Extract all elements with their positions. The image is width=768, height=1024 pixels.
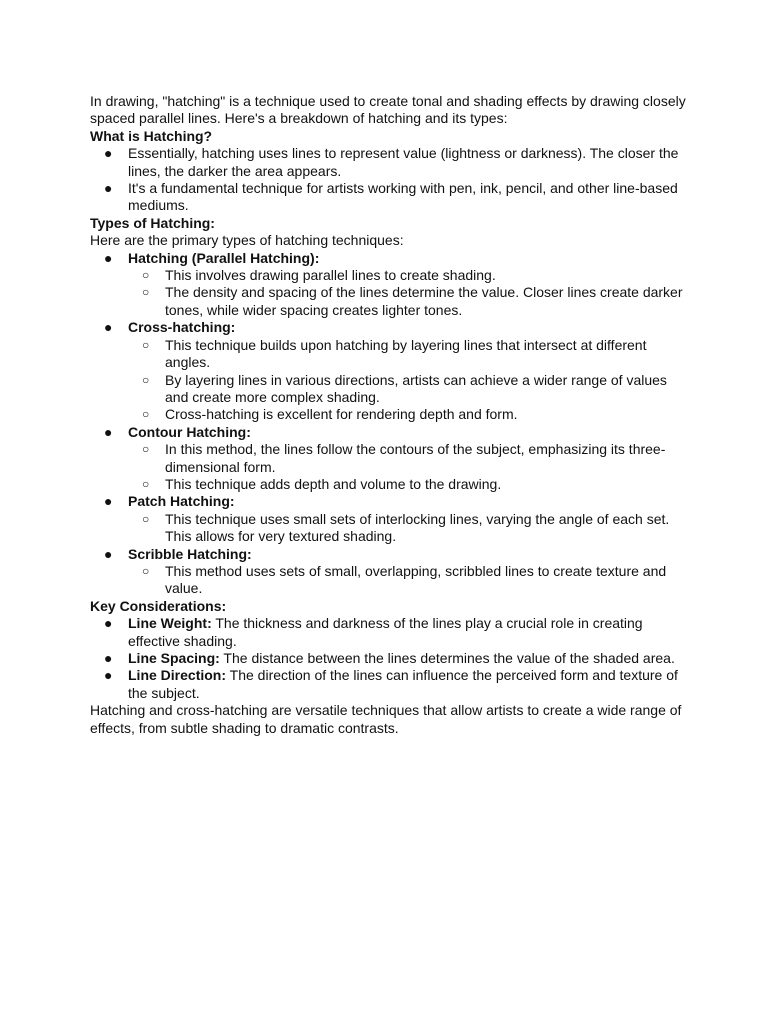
circle-bullet-icon: ○ (142, 476, 150, 491)
list-item (90, 180, 690, 215)
bullet-icon: ● (104, 319, 113, 336)
circle-bullet-icon: ○ (142, 563, 150, 578)
type-item-patch-hatching (90, 493, 690, 510)
sub-list-item (90, 372, 690, 407)
type-title: Hatching (Parallel Hatching): (128, 249, 320, 266)
sub-item-text: This technique adds depth and volume to the drawing. (165, 475, 502, 492)
type-item-parallel-hatching (90, 250, 690, 267)
list-item (90, 650, 690, 667)
circle-bullet-icon: ○ (142, 268, 150, 283)
sub-list-item (90, 284, 690, 319)
bullet-icon: ● (104, 615, 113, 632)
sub-item-text: By layering lines in various directions, artists can achieve a wider range of values and create more complex shading. (165, 371, 667, 405)
consideration-term: Line Spacing: (128, 650, 220, 666)
list-item-text: It's a fundamental technique for artists working with pen, ink, pencil, and other line-based mediums. (128, 180, 678, 214)
sub-list-item (90, 476, 690, 493)
types-list (90, 250, 690, 598)
circle-bullet-icon: ○ (142, 511, 150, 526)
type-title: Scribble Hatching: (128, 545, 252, 562)
type-item-scribble-hatching (90, 546, 690, 563)
sub-list-item (90, 441, 690, 476)
circle-bullet-icon: ○ (142, 372, 150, 387)
list-item-text: Essentially, hatching uses lines to represent value (lightness or darkness). The closer the lines, the darker the area appears. (128, 145, 679, 179)
sub-item-text: This technique uses small sets of interlocking lines, varying the angle of each set. This allows for very textured shading. (165, 510, 670, 545)
key-considerations-heading: Key Considerations: (90, 597, 227, 614)
consideration-text: The distance between the lines determines the value of the shaded area. (219, 650, 675, 666)
consideration-term: Line Weight: (128, 615, 212, 632)
circle-bullet-icon: ○ (142, 337, 150, 352)
sub-item-text: This method uses sets of small, overlapping, scribbled lines to create texture and value. (165, 562, 667, 597)
type-title: Cross-hatching: (128, 319, 236, 336)
sub-item-text: This technique builds upon hatching by layering lines that intersect at different angles. (165, 336, 647, 371)
sub-list-item (90, 511, 690, 546)
bullet-icon: ● (104, 145, 113, 162)
sub-list-item (90, 337, 690, 372)
sub-item-text: Cross-hatching is excellent for rendering depth and form. (165, 406, 518, 423)
sub-list-item (90, 406, 690, 423)
type-title: Contour Hatching: (128, 423, 251, 440)
bullet-icon: ● (104, 180, 113, 197)
list-item (90, 145, 690, 180)
list-item (90, 667, 690, 702)
bullet-icon: ● (104, 650, 113, 666)
sub-list-item (90, 563, 690, 598)
conclusion-paragraph: Hatching and cross-hatching are versatile techniques that allow artists to create a wide range of effects, from subtle shading to dramatic contrasts. (90, 702, 682, 736)
bullet-icon: ● (104, 493, 113, 510)
document-body (90, 93, 690, 737)
sub-item-text: In this method, the lines follow the contours of the subject, emphasizing its three-dimensional form. (165, 441, 666, 475)
types-of-hatching-heading: Types of Hatching: (90, 214, 215, 231)
circle-bullet-icon: ○ (142, 285, 150, 300)
consideration-text: The direction of the lines can influence the perceived form and texture of the subject. (128, 667, 678, 701)
bullet-icon: ● (104, 545, 113, 562)
intro-paragraph: In drawing, "hatching" is a technique used to create tonal and shading effects by drawing closely spaced parallel lines. Here's a breakdown of hatching and its types: (90, 93, 686, 127)
type-item-cross-hatching (90, 319, 690, 336)
bullet-icon: ● (104, 667, 113, 684)
sub-item-text: This involves drawing parallel lines to create shading. (165, 267, 496, 284)
circle-bullet-icon: ○ (142, 407, 150, 422)
sub-item-text: The density and spacing of the lines determine the value. Closer lines create darker tones, while wider spacing creates lighter tones. (165, 284, 683, 318)
consideration-term: Line Direction: (128, 667, 227, 684)
type-title: Patch Hatching: (128, 493, 235, 510)
consideration-text: The thickness and darkness of the lines play a crucial role in creating effective shading. (128, 615, 643, 649)
sub-list-item (90, 267, 690, 284)
what-is-hatching-list (90, 145, 690, 215)
key-considerations-list (90, 615, 690, 702)
circle-bullet-icon: ○ (142, 442, 150, 457)
what-is-hatching-heading: What is Hatching? (90, 127, 213, 144)
bullet-icon: ● (104, 249, 113, 266)
types-intro: Here are the primary types of hatching techniques: (90, 232, 404, 249)
list-item (90, 615, 690, 650)
bullet-icon: ● (104, 423, 113, 440)
type-item-contour-hatching (90, 424, 690, 441)
